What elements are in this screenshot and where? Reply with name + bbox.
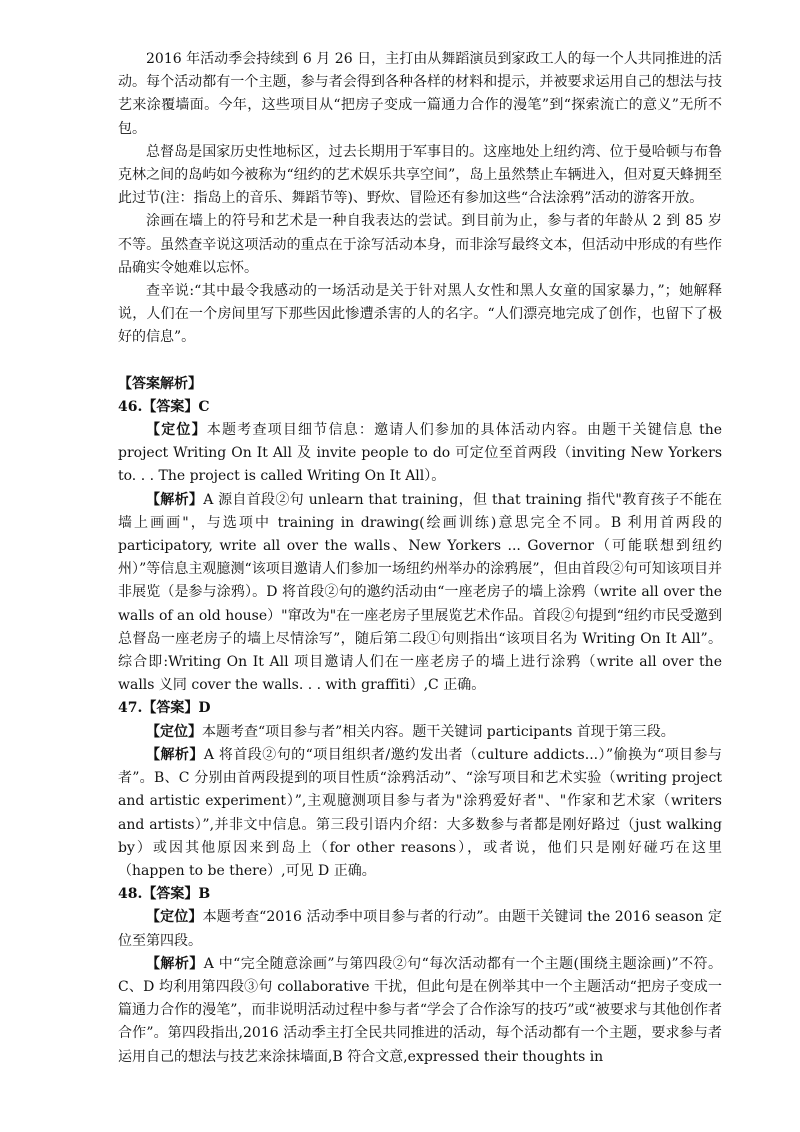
answer-47-head: 47.【答案】D [118, 700, 211, 717]
passage-paragraph-2: 总督岛是国家历史性地标区，过去长期用于军事目的。这座地处上纽约湾、位于曼哈顿与布鲁克林之间的岛屿如今被称为“纽约的艺术娱乐共享空间”，岛上虽然禁止车辆进入，但对夏天蜂拥至此过节(注：指岛上的音乐、舞蹈节等)、野炊、冒险还有参加这些“合法涂鸦”活动的游客开放。 [118, 143, 722, 207]
answer-46-locate-text: 本题考查项目细节信息：邀请人们参加的具体活动内容。由题干关键信息 the project Writing On It All 及 invite people to do 可定位至首两段（inviting New Yorkers to. . . The project is called Writing On It All）。 [118, 422, 722, 485]
answer-46-analysis [118, 489, 722, 698]
answer-48-locate-tag: 【定位】 [146, 909, 203, 926]
passage-paragraph-3: 涂画在墙上的符号和艺术是一种自我表达的尝试。到目前为止，参与者的年龄从 2 到 85 岁不等。虽然查辛说这项活动的重点在于涂写活动本身，而非涂写最终文本，但活动中形成的有些作品确实令她难以忘怀。 [118, 213, 722, 276]
answer-47-locate-text: 本题考查“项目参与者”相关内容。题干关键词 participants 首现于第三段。 [202, 723, 675, 740]
answer-47-analysis-text: A 将首段②句的“项目组织者/邀约发出者（culture addicts...）”偷换为“项目参与者”。B、C 分别由首两段提到的项目性质“涂鸦活动”、“涂写项目和艺术实验（writing project and artistic experiment）”,主观臆测项目参与者为"涂鸦爱好者"、"作家和艺术家（writers and artists）”,并非文中信息。第三段引语内介绍：大多数参与者都是刚好路过（just walking by）或因其他原因来到岛上（for other reasons），或者说，他们只是刚好碰巧在这里（happen to be there）,可见 D 正确。 [118, 746, 723, 879]
answer-48-analysis [118, 953, 722, 1069]
answer-46-head: 46.【答案】C [118, 398, 210, 415]
section-spacer [118, 350, 722, 373]
answer-48-head: 48.【答案】B [118, 886, 211, 903]
answer-46-analysis-tag: 【解析】 [146, 491, 204, 508]
answer-section-title: 【答案解析】 [118, 375, 202, 392]
answer-46-locate [118, 419, 722, 489]
answer-48-locate [118, 906, 722, 952]
answer-46-locate-tag: 【定位】 [146, 422, 207, 439]
answer-47-analysis [118, 744, 722, 883]
passage-paragraph-1: 2016 年活动季会持续到 6 月 26 日，主打由从舞蹈演员到家政工人的每一个人共同推进的活动。每个活动都有一个主题，参与者会得到各种各样的材料和提示，并被要求运用自己的想法与技艺来涂覆墙面。今年，这些项目从“把房子变成一篇通力合作的漫笔”到“探索流亡的意义”无所不包。 [118, 51, 722, 137]
answer-48-locate-text: 本题考查“2016 活动季中项目参与者的行动”。由题干关键词 the 2016 season 定位至第四段。 [118, 909, 723, 949]
answer-48-analysis-tag: 【解析】 [146, 955, 204, 972]
answer-47-locate [118, 721, 722, 744]
answer-47-locate-tag: 【定位】 [146, 723, 202, 740]
answer-46-analysis-text: A 源自首段②句 unlearn that training，但 that training 指代"教育孩子不能在墙上画画"，与选项中 training in drawing(绘画训练)意思完全不同。B 利用首两段的 participatory, write all over the walls、New Yorkers ... Governor（可能联想到纽约州）”等信息主观臆测“该项目邀请人们参加一场纽约州举办的涂鸦展”，但由首段②句可知该项目并非展览（是参与涂鸦）。D 将首段②句的邀约活动由“一座老房子的墙上涂鸦（write all over the walls of an old house）"窜改为"在一座老房子里展览艺术作品。首段②句提到“纽约市民受邀到总督岛一座老房子的墙上尽情涂写”，随后第二段①句则指出“该项目名为 Writing On It All”。综合即:Writing On It All 项目邀请人们在一座老房子的墙上进行涂鸦（write all over the walls 义同 cover the walls. . . with graffiti）,C 正确。 [118, 491, 723, 694]
passage-paragraph-4: 查辛说:“其中最令我感动的一场活动是关于针对黑人女性和黑人女童的国家暴力，”；她解释说，人们在一个房间里写下那些因此惨遭杀害的人的名字。“人们漂亮地完成了创作，也留下了极好的信息”。 [118, 283, 722, 346]
answer-47-analysis-tag: 【解析】 [146, 746, 204, 763]
answer-48-analysis-text: A 中“完全随意涂画”与第四段②句“每次活动都有一个主题(围绕主题涂画)”不符。C、D 均利用第四段③句 collaborative 干扰，但此句是在例举其中一个主题活动“把房子变成一篇通力合作的漫笔”，而非说明活动过程中参与者“学会了合作涂写的技巧”或“被要求与其他创作者合作”。第四段指出,2016 活动季主打全民共同推进的活动，每个活动都有一个主题，要求参与者运用自己的想法与技艺来涂抹墙面,B 符合文意,expressed their thoughts in [118, 955, 722, 1065]
